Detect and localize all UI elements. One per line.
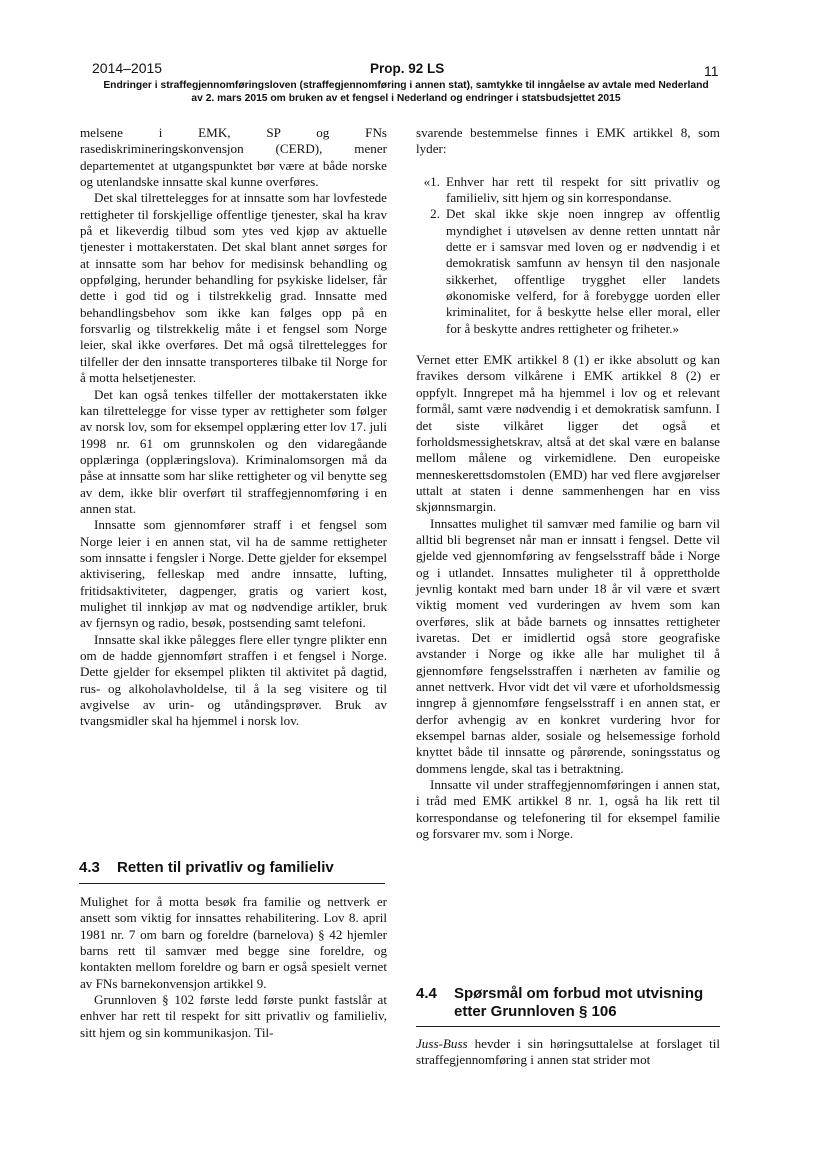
paragraph: Det kan også tenkes tilfeller der mottakerstaten ikke kan tilrettelegge for visse typer av rettigheter som følger av norsk lov, som for eksempel opplæring etter lov 17. juli 1998 nr. 61 om grunnskolen og den vidaregåande opplæringa (opplæringslova). Kriminalomsorgen må da påse at innsatte som har slike rettigheter og vil benytte seg av dem, ikke blir overført til straffegjennomføring i en annen stat. <box>80 386 387 516</box>
paragraph-text: hevder i sin høringsuttalelse at forslaget til straffegjennomføring i annen stat strider mot <box>416 1036 720 1068</box>
right-column <box>416 125 720 842</box>
quote-item-number: «1. <box>423 173 440 189</box>
organization-name: Juss-Buss <box>416 1036 468 1051</box>
left-column <box>80 125 387 730</box>
section-title: Retten til privatliv og familieliv <box>117 859 334 876</box>
paragraph: Mulighet for å motta besøk fra familie og nettverk er ansett som viktig for innsattes rehabilitering. Lov 8. april 1981 nr. 7 om barn og foreldre (barnelova) § 42 hjemler barns rett til samvær med begge sine foreldre, og kontakten mellom foreldre og barn er også spesielt vernet av FNs barnekonvensjon artikkel 9. <box>80 894 387 991</box>
section-title-line2: etter Grunnloven § 106 <box>454 1003 617 1020</box>
paragraph: Grunnloven § 102 første ledd første punkt fastslår at enhver har rett til respekt for sitt privatliv og familieliv, sitt hjem og sin kommunikasjon. Til- <box>80 992 387 1040</box>
quote-item <box>416 206 720 337</box>
paragraph: melsene i EMK, SP og FNs rasediskrimineringskonvensjon (CERD), mener departementet at utgangspunktet bør være at både norske og utenlandske innsatte skal kunne overføres. <box>80 125 387 190</box>
header-page-number: 11 <box>704 63 719 79</box>
paragraph <box>416 1036 720 1069</box>
paragraph: Innsatte som gjennomfører straff i et fengsel som Norge leier i en annen stat, vil ha de samme rettigheter som innsatte i fengsler i Norge. Dette gjelder for eksempel aktivisering, felleskap med andre innsatte, lufting, fritidsaktiviteter, dagpenger, gratis og variert kost, mulighet til innkjøp av mat og nødvendige artikler, bruk av fjernsyn og radio, besøk, postsending samt telefoni. <box>80 517 387 631</box>
paragraph: Det skal tilrettelegges for at innsatte som har lovfestede rettigheter til forskjellige offentlige tjenester, skal ha krav på et likeverdig tilbud som ytes ved kjøp av aktuelle tjenester i mottakerstaten. Det skal blant annet sørges for at innsatte som har behov for medisinsk behandling og oppfølging, herunder behandling for psykiske lidelser, får dette i god tid og i tilstrekkelig grad. Innsatte med behandlingsbehov som ikke kan følges opp på en forsvarlig og tilstrekkelig måte i et fengsel som Norge leier, skal ikke overføres. Det må også tilrettelegges for tilfeller der den innsatte transporteres tilbake til Norge for å motta helsetjenester. <box>80 190 387 386</box>
header-subtitle-line1: Endringer i straffegjennomføringsloven (straffegjennomføring i annen stat), samtykke til inngåelse av avtale med Nederland <box>103 80 709 91</box>
section-divider <box>416 1026 720 1027</box>
header-subtitle-line2: av 2. mars 2015 om bruken av et fengsel i Nederland og endringer i statsbudsjettet 2015 <box>191 92 621 104</box>
paragraph: Innsatte vil under straffegjennomføringen i annen stat, i tråd med EMK artikkel 8 nr. 1, også ha lik rett til korrespondanse og telefonering til for eksempel familie og forsvarer mv. som i Norge. <box>416 777 720 842</box>
quote-item <box>416 174 720 207</box>
section-title <box>454 985 703 1021</box>
quote-item-text: Enhver har rett til respekt for sitt privatliv og familieliv, sitt hjem og sin korrespondanse. <box>446 173 720 206</box>
section-title-line1: Spørsmål om forbud mot utvisning <box>454 985 704 1002</box>
section-heading-4-4 <box>416 985 720 1025</box>
paragraph: svarende bestemmelse finnes i EMK artikkel 8, som lyder: <box>416 125 720 157</box>
quote-item-text: Det skal ikke skje noen inngrep av offentlig myndighet i utøvelsen av denne retten unntatt når dette er i samsvar med loven og er nødvendig i et demokratisk samfunn av hensyn til den nasjonale sikkerhet, offentlige trygghet eller landets økonomiske velferd, for å forebygge uorden eller kriminalitet, for å beskytte helse eller moral, eller for å beskytte andres rettigheter og friheter.» <box>446 206 720 336</box>
section-heading-4-3 <box>79 859 385 879</box>
section-number: 4.3 <box>79 859 100 876</box>
header-document-reference: Prop. 92 LS <box>370 61 445 76</box>
quote-list <box>416 174 720 337</box>
section-number: 4.4 <box>416 985 437 1002</box>
section-4-4-body <box>416 1036 720 1069</box>
paragraph: Innsattes mulighet til samvær med familie og barn vil alltid bli begrenset når man er innsatt i fengsel. Dette vil gjelde ved gjennomføring av fengselsstraff både i Norge og i utlandet. Innsattes muligheter til å opprettholde jevnlig kontakt med barn under 18 år vil være et svært viktig moment ved vurderingen av hvem som kan overføres, slik at både barnets og innsattes rettigheter ivaretas. Det er imidlertid også store geografiske avstander i Norge og ikke alle har mulighet til å gjennomføre fengselsstraffen i nærheten av familie og annet nettverk. Hvor vidt det vil være et uforholdsmessig inngrep å gjennomføre fengselsstraff i en annen stat, er derfor avhengig av en konkret vurdering hvor for eksempel barnas alder, sosiale og helsemessige forhold knyttet både til innsatte og pårørende, soningsstatus og dommens lengde, skal tas i betraktning. <box>416 515 720 776</box>
header-subtitle <box>92 80 720 105</box>
quote-item-number: 2. <box>430 206 440 222</box>
paragraph: Vernet etter EMK artikkel 8 (1) er ikke absolutt og kan fravikes dersom vilkårene i EMK artikkel 8 (2) er oppfylt. Inngrepet må ha hjemmel i lov og et relevant formål, samt være nødvendig i et demokratisk samfunn. I det siste vilkåret ligger det også et forholdsmessighetskrav, altså at det skal være en balanse mellom målene og virkemidlene. Den europeiske menneskerettsdomstolen (EMD) har ved flere avgjørelser uttalt at staten i denne sammenhengen har en viss skjønnsmargin. <box>416 352 720 515</box>
section-4-3-body <box>80 894 387 1041</box>
paragraph: Innsatte skal ikke pålegges flere eller tyngre plikter enn om de hadde gjennomført straffen i et fengsel i Norge. Dette gjelder for eksempel plikten til aktivitet på dagtid, rus- og alkoholavholdelse, til å la seg visitere og til avgivelse av urin- og utåndingsprøver. Bruk av tvangsmidler skal ha hjemmel i norsk lov. <box>80 631 387 729</box>
header-year: 2014–2015 <box>92 60 163 76</box>
section-divider <box>79 883 385 884</box>
